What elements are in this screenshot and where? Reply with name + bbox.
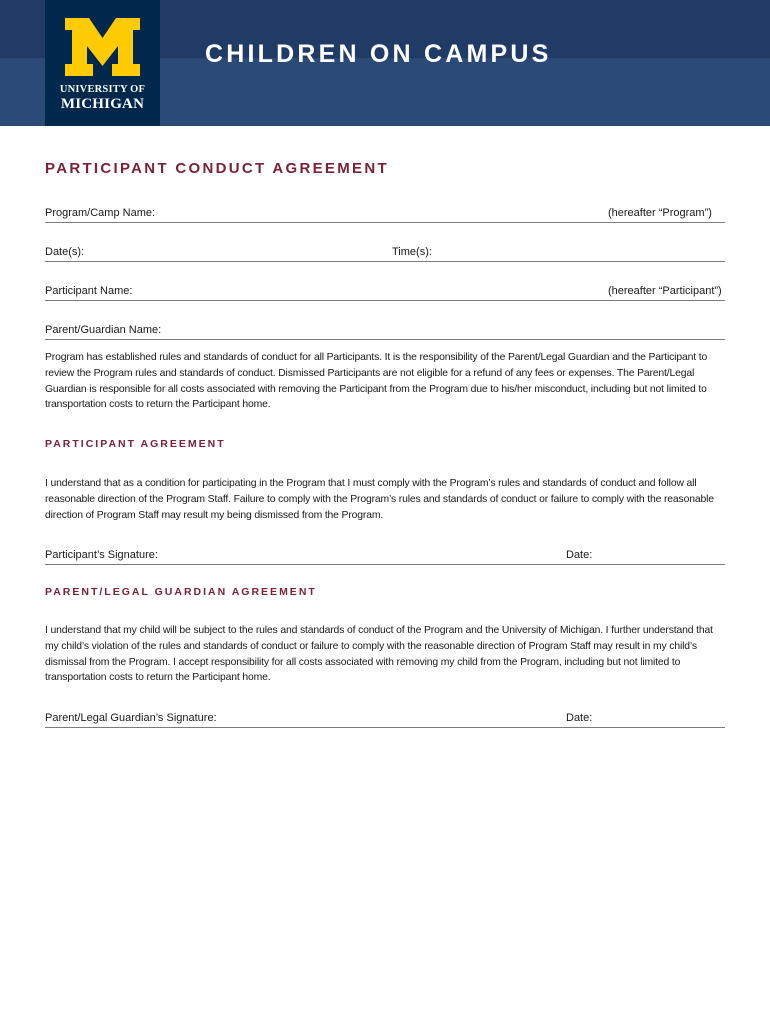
guardian-name-field[interactable] — [45, 319, 725, 340]
page-title: CHILDREN ON CAMPUS — [205, 40, 552, 68]
guardian-signature-field[interactable] — [45, 707, 725, 728]
program-name-label: Program/Camp Name: — [45, 207, 156, 219]
participant-agreement-text: I understand that as a condition for participating in the Program that I must comply with the Program’s rules and standards of conduct and follow all reasonable direction of the Program Staff. Failure to comply with the Program’s rules and standards of conduct or failure to comply with the reasonable direction of Program Staff may result my being dismissed from the Program. — [45, 478, 714, 521]
document-title: PARTICIPANT CONDUCT AGREEMENT — [45, 160, 389, 177]
participant-agreement-heading: PARTICIPANT AGREEMENT — [45, 438, 226, 450]
dates-times-field[interactable] — [45, 241, 725, 262]
intro-paragraph: Program has established rules and standards of conduct for all Participants. It is the responsibility of the Parent/Legal Guardian and the Participant to review the Program rules and standards of conduct. Dismissed Participants are not eligible for a refund of any fees or expenses. The Parent/Legal Guardian is responsible for all costs associated with removing the Participant from the Program due to his/her misconduct, including but not limited to transportation costs to return the Participant home. — [45, 352, 708, 411]
guardian-signature-label: Parent/Legal Guardian’s Signature: — [45, 712, 217, 724]
participant-date-label: Date: — [566, 549, 593, 561]
guardian-name-label: Parent/Guardian Name: — [45, 324, 162, 336]
times-label: Time(s): — [392, 246, 432, 258]
block-m-logo-icon — [62, 16, 143, 78]
university-logo — [45, 0, 160, 126]
dates-label: Date(s): — [45, 246, 85, 258]
guardian-date-label: Date: — [566, 712, 593, 724]
participant-signature-field[interactable] — [45, 544, 725, 565]
program-name-field[interactable] — [45, 202, 725, 223]
logo-michigan-text: MICHIGAN — [60, 96, 145, 112]
participant-signature-label: Participant’s Signature: — [45, 549, 158, 561]
guardian-agreement-heading: PARENT/LEGAL GUARDIAN AGREEMENT — [45, 586, 317, 598]
header-banner — [0, 0, 770, 126]
program-suffix-label: (hereafter “Program”) — [608, 207, 712, 219]
participant-name-label: Participant Name: — [45, 285, 133, 297]
guardian-agreement-text: I understand that my child will be subject to the rules and standards of conduct of the Program and the University of Michigan. I further understand that my child’s violation of the rules and standards of conduct or failure to comply with the reasonable direction of Program Staff may result in my child’s dismissal from the Program. I accept responsibility for all costs associated with removing my child from the Program, including but not limited to transportation costs to return the Participant home. — [45, 625, 713, 684]
participant-suffix-label: (hereafter “Participant”) — [608, 285, 722, 297]
participant-name-field[interactable] — [45, 280, 725, 301]
logo-university-text: UNIVERSITY OF — [59, 84, 146, 95]
